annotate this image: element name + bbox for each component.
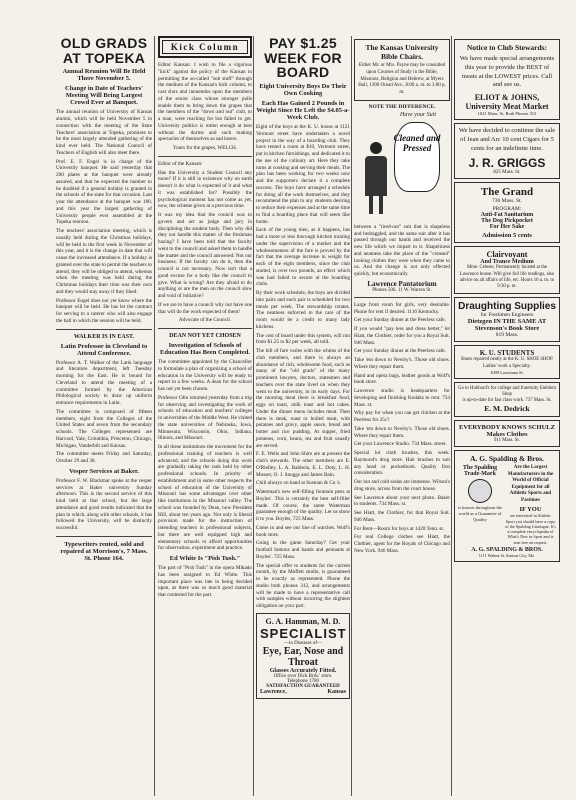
ad-ear-nose-throat: Eye, Ear, Nose and Throat	[262, 645, 344, 668]
column-rule	[154, 36, 155, 796]
spalding-address: 1111 Walnut St. Kansas City, Mo.	[478, 552, 536, 558]
column-rule	[253, 36, 254, 796]
local-item: If you would "pay less and dress better," let Hiatt, the Clothier, order for you a Royal Suit. 946 Mass.	[354, 326, 450, 346]
local-item: Get your Sunday dinner at the Peerless cafe.	[354, 317, 446, 324]
local-item: The special offer to students for the current month, by the Moffett studio, is guaranteed to be exactly as represented. Phone the studio both phones 312, and arrangements will be made to have a representative call with samples without incurring the slightest obligation on your part.	[256, 562, 350, 610]
ad-office: Office over Dick Bros.' store.	[273, 673, 333, 679]
spalding-trade-mark-icon	[468, 479, 492, 503]
grand-ad	[454, 182, 560, 243]
local-item: Lawrence studio is headquarters for developing and finishing Kodaks to rent. 734 Mass. st.	[354, 388, 450, 408]
program-label: PROGRAM:	[492, 206, 522, 213]
schulz-ad	[454, 420, 560, 447]
spalding-ad	[454, 450, 560, 562]
draughting-sub: for Freshmen Engineers	[480, 312, 534, 319]
article-paragraph: The committee appointed by the Chancellor to formulate a plan of organizing a school of education in the University will be ready to report in a few weeks. A dean for the school has not yet been chosen.	[158, 359, 252, 392]
bible-chairs-ad	[354, 39, 450, 101]
article-paragraph: By their work schedule, the boys are divided into pairs and each pair is scheduled for two meals per week. The stewardship rotates. The neatness enforced in the care of the room would be a credit to many lady kitchens.	[256, 290, 350, 330]
divider	[56, 329, 152, 330]
trade-mark-block	[458, 465, 502, 545]
subhead-pish-tush: Ed White Is "Pish Tush."	[169, 555, 241, 562]
article-paragraph: The cost of board under this system, will run from $1.25 to $2 per week, all told.	[256, 332, 350, 346]
headline-dean: DEAN NOT YET CHOSEN	[169, 333, 241, 339]
subhead-cooking: Eight University Boys Do Their Own Cooking	[259, 83, 347, 98]
local-item: Special lot cloth brushes, this week. Raymond's drug store. Hair brushes to suit any head or pocketbook. Quality first consideration.	[354, 450, 450, 477]
subhead-dean: Investigation of Schools of Education Has Been Completed.	[160, 342, 250, 356]
hamman-ad	[256, 613, 350, 699]
program-item: The Dog Pickpocket	[481, 218, 533, 225]
clairvoyant-title: Clairvoyant	[486, 250, 528, 260]
headline-old-grads: OLD GRADS AT TOPEKA	[60, 36, 148, 66]
article-paragraph: The committee meets Friday and Saturday, October 29 and 30.	[56, 451, 152, 465]
ad-phone: Telephone 1780	[286, 678, 319, 684]
admission: Admission 5 cents	[482, 232, 532, 240]
kick-column-title: Kick Column	[162, 40, 248, 54]
eliot-name: ELIOT & JOHNS, University Meat Market	[465, 93, 549, 112]
pantorium-text: between a "tired-out" suit that is shapeless and bedraggled, and the same suit after it has passed through our hands and received the new life which we impart to it. Shapeliness and neatness take the place of the "creased" looking clothes they were when they came to us. And the change is not only effected quickly, but economically.	[354, 223, 450, 277]
local-item: Our hot and cold sodas are immense. Wilson's drug store, across from the court house.	[354, 479, 450, 492]
students-title: K. U. STUDENTS	[479, 349, 535, 358]
subhead-teachers-meeting: Change in Date of Teachers' Meeting Will Bring Largest Crowd Ever at Banquet.	[65, 85, 143, 107]
griggs-name: J. R. GRIGGS	[468, 156, 546, 171]
cleaned-pressed: Cleaned and Pressed	[393, 132, 441, 153]
ad-city: Lawrence,	[260, 688, 287, 695]
emblem-body: is up-to-date for fast class work. 737 Mass. St.	[462, 398, 552, 404]
clairvoyant-ad	[454, 246, 560, 294]
subhead-vesper: Vesper Services at Baker.	[69, 467, 139, 475]
local-item: For real College clothes see Hiatt, the Clothier, agent for the Royals of Chicago and New York. 946 Mass.	[354, 534, 450, 554]
letter-paragraph: Editor Kansan: I wish to file a vigorous "kick" against the policy of the Kansan in permitting the so-called "sob stuff" through the medium of the Kansan's kick column, to cast slurs and innuendos upon the members of the senior class whose stronger pulls enable them to bring down the grapes that the members of the "down and out" club, to a man, were reaching for but failed to get. University politics is rotten enough at best without the dorms and such making spectacles of themselves as sad losers.	[158, 62, 252, 143]
schulz-address: 911 Mass. St.	[494, 438, 520, 444]
griggs-address: 825 Mass. St.	[493, 170, 521, 176]
local-item: Hand and opera bags, leather goods at Wolf's book store.	[354, 372, 450, 386]
local-item: Take 'em down to Newby's. Those old shoes. Where they repair them.	[354, 425, 450, 439]
draughting-ad	[454, 297, 560, 342]
subhead-weight: Each Has Gained 2 Pounds in Weight Since He Left the $4.05-a-Week Club.	[256, 100, 350, 122]
local-item: Take 'em down to Newby's. Those old shoes. Where they repair them.	[354, 357, 450, 370]
students-address: 1009 Louisiana St.	[490, 369, 524, 375]
article-paragraph: F. E. Wells and John Shire are at present the club's stewards. The other members are E. O'Rielley, L. A. Baldwin, E. L. Doty, L. H. Mosser, O. J. Snuggs and James Bain.	[256, 451, 350, 478]
ad-glasses: Glasses Accurately Fitted.	[269, 667, 337, 674]
article-paragraph: Each of the young men, as it happens, has had a more or less thorough kitchen training under the supervision of a mother and the wholesomeness of the fare is proved by the fact that the average increase in weight for each of the eight members, since the club started, is over two pounds, an effect which was had failed to secure at the boarding clubs.	[256, 227, 350, 288]
local-item: See Hiatt, the Clothier, for that Royal Suit. 946 Mass.	[354, 510, 450, 523]
kick-column-header	[158, 36, 252, 58]
largest-block	[505, 465, 556, 545]
ad-diseases-of: —in Diseases of—	[283, 640, 323, 646]
dedrick-ad	[454, 382, 560, 418]
headline-board: PAY $1.25 WEEK FOR BOARD	[264, 36, 342, 81]
ad-state: Kansas	[327, 688, 346, 695]
local-item: For Rent—Room for boys at 1420 Tenn. st.	[354, 525, 445, 532]
stevenson-name: Stevenson's Book Store	[474, 325, 540, 333]
column-ads-right	[454, 36, 560, 796]
article-paragraph: Professor Engel does not yet know where the banquet will be held. He has let the contract for serving to a caterer who will also engage the hall in which the session will be held.	[56, 297, 152, 324]
largest-manufacturers: Are the Largest Manufacturers in the World of Official Equipment for all Athletic Sports and Pastimes	[507, 465, 554, 503]
dietzgen: Dietzgen IN THE SAME AT	[467, 318, 547, 326]
letter-signature: Yours for the grapes, WELCH.	[172, 145, 238, 151]
draughting-title: Draughting Supplies	[458, 301, 556, 313]
if-you: IF YOU	[519, 506, 542, 514]
ad-specialist: SPECIALIST	[260, 625, 347, 641]
headline-walker: WALKER IS IN EAST.	[73, 333, 135, 340]
emblem-text: Go to Hubbard's for college and fraternity Emblem Shop	[458, 385, 556, 397]
clairvoyant-body: Mme. Celeste, Permanently located at the Lawrence house. Will give full life readings, also advice on all affairs of life, etc. Hours 10 a. m. to 9:30 p. m.	[459, 265, 555, 290]
local-item: Get your Sunday dinner at the Peerless cafe.	[354, 348, 446, 355]
article-paragraph: The committee is composed of fifteen members, eight from the Colleges of the United States and seven from the secondary schools. The Colleges represented are Harvard, Yale, Columbia, Princeton, Chicago, Michigan, Vanderbilt and Kansas.	[56, 408, 152, 449]
schulz-text: EVERYBODY KNOWS SCHULZ Makes Clothes	[459, 424, 555, 439]
have-your-suit: Have your Suit	[400, 111, 436, 118]
cleaned-suit-illustration	[354, 112, 450, 222]
local-item: Chili always on hand at Sosman & Co.'s.	[256, 480, 341, 487]
note-difference: NOTE THE DIFFERENCE.	[368, 103, 436, 110]
column-ads-middle	[354, 36, 450, 796]
typewriters-ad: Typewriters rented, sold and repaired at Morrison's, 7 Mass. St. Phone 164.	[60, 540, 148, 562]
spalding-body	[458, 465, 556, 545]
article-paragraph: Prof. E. F. Engel is in charge of the University banquet. He said yesterday that 200 plates at the banquet were already assured, and that he expected the number to be doubled if a general holiday is granted in the schools of the state for that occasion. Last year the attendance at the banquet was 180, and this year the largest gathering of University people ever assembled at the Topeka reunion.	[56, 158, 152, 226]
notice-body: We have made special arrangements this year to provide the BEST of meats at the LOWEST prices. Call and see us.	[459, 55, 555, 89]
bible-body: Either Mr. or Mrs. Payne may be consulted upon Courses of Study in the Bible, Missions, Religion and Hebrew, at Myers Hall, 1300 Oread Ave., 8:00 a. m. to 3:00 p. m.	[358, 63, 446, 95]
article-paragraph: The part of "Pish Tush" in the opera Mikado has been assigned to Ed White. This important place was late in being decided upon, as there was so much good material that contested for the part.	[158, 565, 252, 598]
letter-salutation: Editor of the Kansan:	[158, 160, 203, 167]
eliot-address: 1021 Mass. St. Both Phones 313	[477, 111, 537, 117]
trade-mark-title: The Spalding Trade-Mark	[462, 465, 498, 478]
article-paragraph: The bill of fare varies with the whims of the club members, and there is always an abundance of rich, wholesome food, such as many of the "old grads" of the many prominent lawyers, doctors, statesmen and teachers over the state lived on when they went to the university, in its early days. For the morning meal there is breakfast food, eggs on toast, milk toast and hot cakes. Under the dinner menu includes meat. Then there is steak, roast or boiled meat, with potatoes and gravy, apple sauce, bread and butter and rice pudding. At supper, fried potatoes, corn, beans, tea and fruit usually are served.	[256, 348, 350, 449]
local-item: See Lawrence about your next photo. Baker to students. 734 Mass. st.	[354, 494, 450, 508]
divider	[158, 156, 252, 157]
article-paragraph: In all these institutions the movement for the professional training of teachers is well advanced, and the schools doing this work are gradually taking the rank held by other professional schools. In priority of establishment and in some other respects the school of education of the University of Missouri has some advantages over other like institutions in the Missouri valley. The school was founded by Dean, now President Hill, about ten years ago. Not only is liberal provision made for the instruction of intending teachers in professional subjects, but there are well equipped high and elementary schools to afford opportunities for observation, experiment and practice.	[158, 444, 252, 552]
if-you-body: are interested in Athletic Sport you should have a copy of the Spalding Catalogue. It's a complete encyclopedia of What's New in Sport and is sent free on request.	[505, 513, 556, 545]
pantorium-address: Phones 506. 11 W. Warren St.	[372, 287, 432, 293]
bible-title: The Kansas University Bible Chairs.	[365, 43, 439, 61]
program-item: For Her Sake	[489, 224, 525, 231]
local-item: Get your Lawrence Studio. 734 Mass. street.	[354, 441, 447, 448]
column-rule	[351, 36, 352, 796]
article-paragraph: Professor Olin returned yesterday from a trip for observing and investigating the work of schools of education and teachers' colleges in universities of the Middle West. He visited the state universities of Nebraska, Iowa, Minnesota, Wisconsin, Ohio, Indiana, Illinois, and Missouri.	[158, 394, 252, 442]
man-figure	[362, 142, 390, 216]
local-item: Why pay for when you can get chicken at the Peerless for 25c?	[354, 410, 450, 423]
column-board	[256, 36, 350, 796]
stevenson-address: 819 Mass.	[495, 332, 519, 339]
trade-mark-body: is known throughout the world as a Guarantee of Quality	[458, 505, 502, 522]
pantorium-name: Lawrence Pantatorium	[367, 279, 437, 288]
article-paragraph: Professor A. T. Walker of the Latin language and literature department, left Tuesday morning for the East. He is bound for Cleveland to attend the meeting of a committee formed by the American Philological society to draw up uniform entrance requirements in Latin.	[56, 359, 152, 407]
students-body: Shoes repaired neatly at the K. U. SHOE SHOP. Ladies' work a Specialty.	[460, 357, 554, 369]
article-paragraph: The teachers' association meeting, which is usually held during the Christmas holidays, will be held in the first week in November of this year, and it is the change in date that will cause the increased attendance. If a holiday is granted over the state to permit the teachers to attend, they will be obliged to attend, whereas when the meeting was held during the Christmas holidays their time was their own and they would stay away if they liked.	[56, 228, 152, 295]
spalding-title: A. G. Spalding & Bros.	[470, 454, 544, 464]
letter-paragraph: Has the University a Student Council any more? If it is still in existence why on earth doesn't it do what is expected of it and what it was established for? Possibly the psychological moment has not come as yet, now, the scheme given at a previous time.	[158, 169, 252, 210]
local-item: Come in and see our line of watches. Wolf's book store.	[256, 524, 350, 538]
ad-satisfaction: SATISFACTION GUARANTEED	[266, 683, 340, 689]
divider	[56, 536, 152, 537]
notice-title: Notice to Club Stewards:	[466, 43, 548, 52]
article-paragraph: Eight of the boys at the K. U. house at 1121 Vermont street have undertaken a novel project in the way of a boarding club. They have rented a room at $10, Vermont street, put in kitchen furnishings, and dedicated it to the use of the culinary art. Here they take turns at cooking and serving their meals. The plan has been working for two weeks now and the supporters declare it a complete success. The boys have arranged a schedule for doing all the work themselves, and they recommend the plan to any students desiring to reduce their expenses and at the same time to find a boarding place that will seem like home.	[256, 124, 350, 225]
column-grads	[56, 36, 152, 796]
grand-address: 736 Mass. St.	[492, 198, 522, 205]
letter-paragraph: It was my idea that the council was to govern and act as judge and jury in disciplining the student body. Then why did they not handle this matter of the freshman hazing? I have been told that the faculty went to the council and asked them to handle the matter and the council answered: Not our business. If the faculty can do it, then the council is not necessary. Now isn't that a good excuse for a body like the council to give. What is wrong? Are they afraid to do anything or are the men on the council slow and void of initiative?	[158, 212, 252, 299]
dedrick-name: E. M. Dedrick	[484, 404, 530, 414]
column-rule	[451, 36, 452, 796]
trance-medium: And Trance Medium	[480, 259, 534, 266]
program-item: Anti-Fat Sanitarium	[480, 212, 534, 219]
local-item: Waterman's new self-filling fountain pens at Boyles'. This is certainly the best self-filler made. Of course, the same Waterman guarantee enough of the quality. Let us show it to you. Boyles, 725 Mass.	[256, 489, 350, 523]
local-item: Going to the game Saturday? Get your football buttons and bands and pennants at Boyles'. 725 Mass.	[256, 540, 350, 560]
divider	[354, 297, 450, 298]
local-item: Large front room for girls, very desirable. Phone for rent if desired. 1116 Kentucky.	[354, 301, 450, 315]
grand-title: The Grand	[480, 186, 534, 199]
spalding-bottom: A. G. SPALDING & BROS.	[471, 546, 543, 553]
ad-location	[260, 689, 346, 695]
letter-signature: Advocate of the Council.	[178, 317, 232, 324]
shoe-shop-ad	[454, 345, 560, 378]
subhead-latin: Latin Professor in Cleveland to Attend Conference.	[60, 342, 148, 357]
letter-paragraph: If we are to have a council why not have one that will do the work expected of them!	[158, 301, 252, 315]
divider	[158, 328, 252, 329]
article-paragraph: Professor F. W. Blackmar spoke at the vesper services at Baker university Sunday afternoon. This is the second service of this kind held at that school, but the large attendance and good results indicated that the plan in which, along with other schools, it has followed the University, will be distinctly successful.	[56, 477, 152, 532]
cigar-body: We have decided to continue the sale of Jean and Arc 10 cent Cigars for 5 cents for an indefinite time.	[458, 127, 556, 152]
subhead-reunion: Annual Reunion Will Be Held There November 5.	[62, 68, 146, 83]
cigar-ad	[454, 123, 560, 179]
article-paragraph: The annual reunion of University of Kansas alumni, which will be held November 5 in connection with the meeting of the State Teachers' association at Topeka, promises to be the most largely attended gathering of the kind ever held. The National Council of Teachers of English will also meet there.	[56, 109, 152, 156]
column-kick	[158, 36, 252, 796]
ad-doctor-name: G. A. Hamman, M. D.	[265, 616, 341, 626]
club-stewards-ad	[454, 39, 560, 120]
